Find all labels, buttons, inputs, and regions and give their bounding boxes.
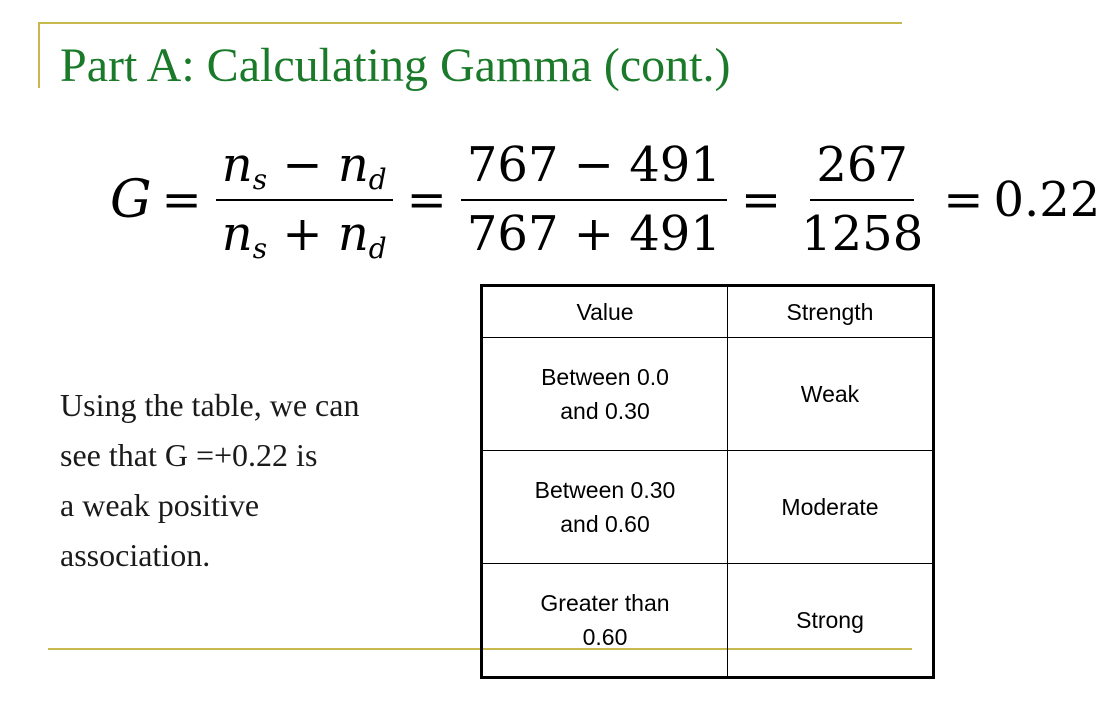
fraction-simplified-denominator: 1258 [801, 206, 924, 263]
equals-sign: = [740, 172, 782, 229]
fraction-formula-denominator: ns + nd [221, 206, 387, 266]
table-header-row [482, 286, 934, 338]
equation-lhs: G [110, 170, 152, 231]
table-cell-strength: Moderate [728, 451, 934, 564]
table-cell-strength: Strong [728, 564, 934, 678]
explanation-line: a weak positive [60, 487, 260, 523]
gamma-equation [110, 137, 1100, 266]
table-header-value: Value [482, 286, 728, 338]
fraction-formula [212, 137, 397, 266]
equals-sign: = [943, 172, 984, 229]
table-row [482, 564, 934, 678]
fraction-formula-numerator: ns − nd [216, 138, 393, 201]
fraction-substituted [457, 138, 731, 262]
explanation-line: association. [60, 537, 211, 573]
fraction-substituted-numerator: 767 − 491 [461, 138, 727, 201]
equals-sign: = [161, 172, 202, 229]
table-row [482, 338, 934, 451]
table-cell-value: Between 0.30 and 0.60 [482, 451, 728, 564]
slide-title: Part A: Calculating Gamma (cont.) [60, 39, 731, 92]
equals-sign: = [406, 172, 447, 229]
table-cell-value: Between 0.0 and 0.30 [482, 338, 728, 451]
frame-top-line [38, 22, 902, 24]
table-cell-strength: Weak [728, 338, 934, 451]
frame-left-line [38, 22, 40, 88]
fraction-substituted-denominator: 767 + 491 [466, 206, 721, 263]
explanation-line: see that G =+0.22 is [60, 437, 318, 473]
explanation-text [60, 380, 460, 580]
table-cell-value: Greater than 0.60 [482, 564, 728, 678]
table-header-strength: Strength [728, 286, 934, 338]
fraction-simplified-numerator: 267 [810, 138, 914, 201]
explanation-line: Using the table, we can [60, 387, 360, 423]
equation-result: 0.22 [993, 172, 1100, 229]
gamma-strength-table [480, 284, 935, 679]
fraction-simplified [791, 138, 933, 262]
table-row [482, 451, 934, 564]
